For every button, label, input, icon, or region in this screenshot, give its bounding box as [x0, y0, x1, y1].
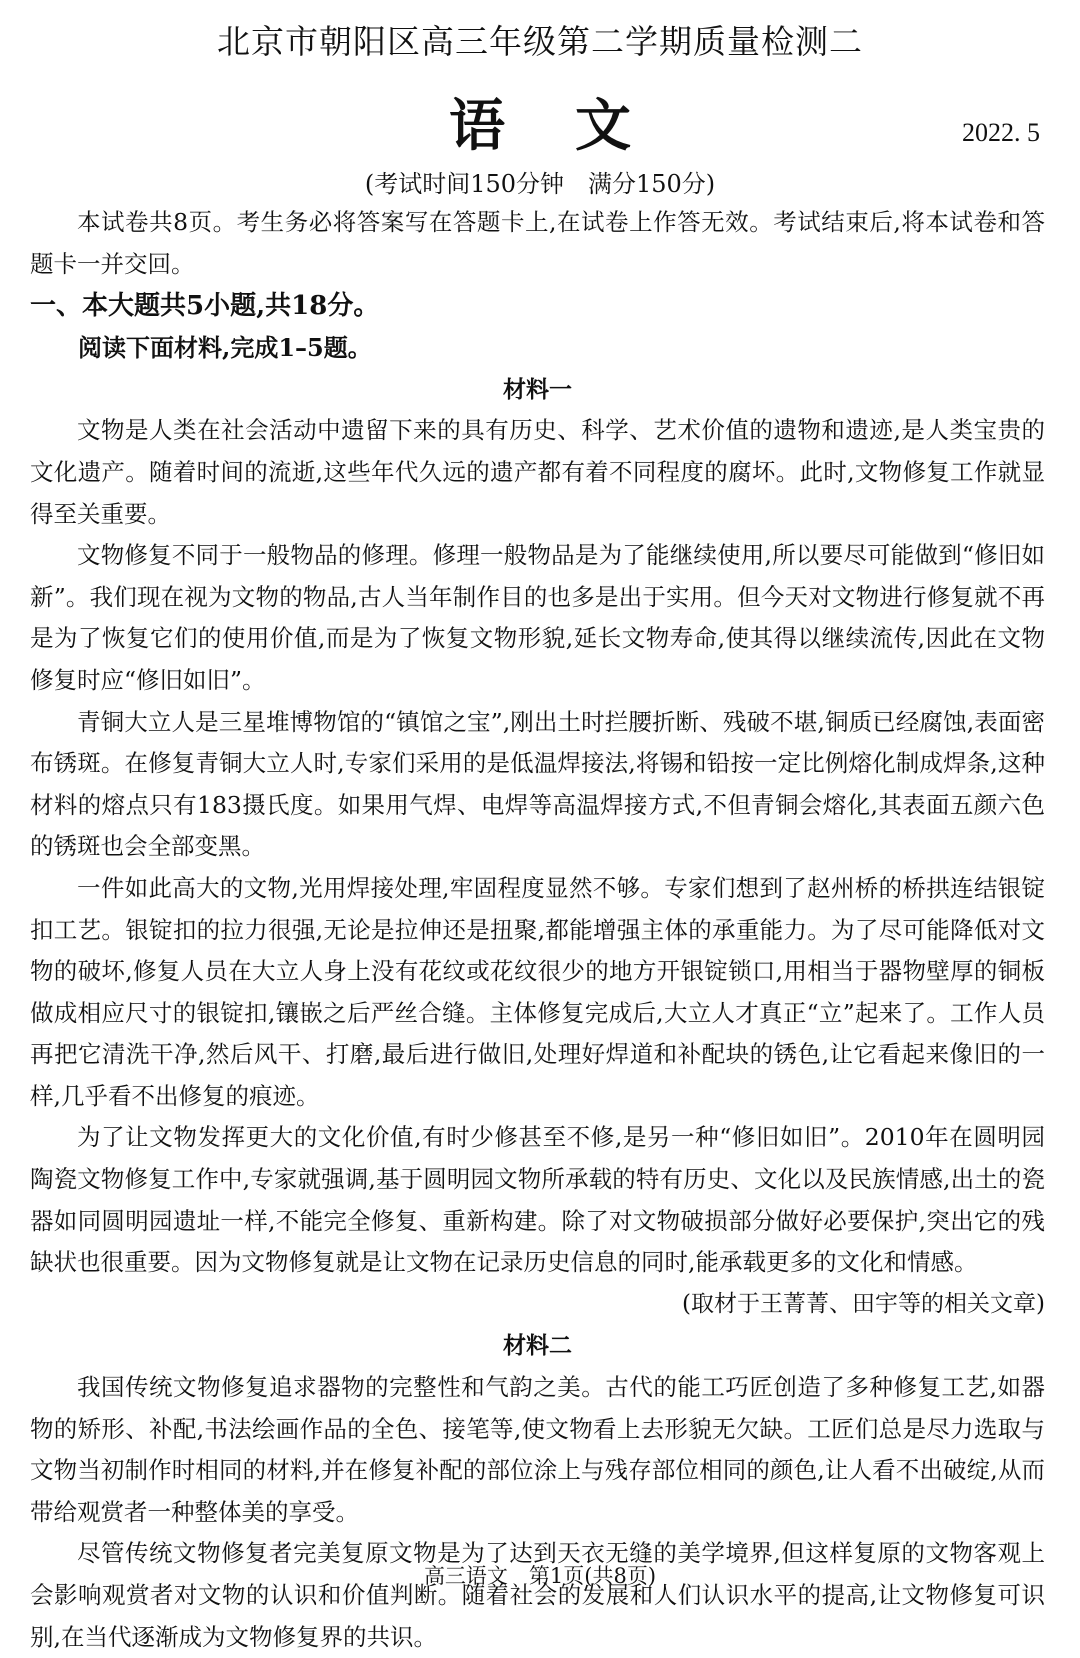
material-1-source: (取材于王菁菁、田宇等的相关文章)	[682, 1290, 1045, 1317]
page-footer: 高三语文 第1页(共8页)	[423, 1564, 657, 1588]
notice-paragraph: 本试卷共8页。考生务必将答案写在答题卡上,在试卷上作答无效。考试结束后,将本试卷和答题卡一并交回。	[30, 208, 1045, 278]
exam-title: 北京市朝阳区高三年级第二学期质量检测二	[217, 22, 863, 61]
material-2-paragraph: 我国传统文物修复追求器物的完整性和气韵之美。古代的能工巧匠创造了多种修复工艺,如器物的矫形、补配,书法绘画作品的全色、接笔等,使文物看上去形貌无欠缺。工匠们总是尽力选取与文物当初制作时相同的材料,并在修复补配的部位涂上与残存部位相同的颜色,让人看不出破绽,从而带给观赏者一种整体美的享受。	[30, 1373, 1045, 1526]
material-1-paragraph: 文物是人类在社会活动中遗留下来的具有历史、科学、艺术价值的遗物和遗迹,是人类宝贵的文化遗产。随着时间的流逝,这些年代久远的遗产都有着不同程度的腐坏。此时,文物修复工作就显得至关重要。	[30, 416, 1045, 528]
material-1-paragraph: 为了让文物发挥更大的文化价值,有时少修甚至不修,是另一种“修旧如旧”。2010年在圆明园陶瓷文物修复工作中,专家就强调,基于圆明园文物所承载的特有历史、文化以及民族情感,出土的瓷器如同圆明园遗址一样,不能完全修复、重新构建。除了对文物破损部分做好必要保护,突出它的残缺状也很重要。因为文物修复就是让文物在记录历史信息的同时,能承载更多的文化和情感。	[30, 1123, 1045, 1277]
subject-title: 语文	[449, 93, 701, 159]
exam-content	[30, 202, 1045, 1658]
material-2-title: 材料二	[503, 1332, 572, 1360]
material-1-title: 材料一	[503, 375, 572, 403]
exam-date: 2022. 5	[962, 118, 1040, 147]
material-1-paragraph: 文物修复不同于一般物品的修理。修理一般物品是为了能继续使用,所以要尽可能做到“修旧如新”。我们现在视为文物的物品,古人当年制作目的也多是出于实用。但今天对文物进行修复就不再是为了恢复它们的使用价值,而是为了恢复文物形貌,延长文物寿命,使其得以继续流传,因此在文物修复时应“修旧如旧”。	[30, 541, 1045, 694]
material-1-paragraph: 一件如此高大的文物,光用焊接处理,牢固程度显然不够。专家们想到了赵州桥的桥拱连结银锭扣工艺。银锭扣的拉力很强,无论是拉伸还是扭聚,都能增强主体的承重能力。为了尽可能降低对文物的破坏,修复人员在大立人身上没有花纹或花纹很少的地方开银锭锁口,用相当于器物壁厚的铜板做成相应尺寸的银锭扣,镶嵌之后严丝合缝。主体修复完成后,大立人才真正“立”起来了。工作人员再把它清洗干净,然后风干、打磨,最后进行做旧,处理好焊道和补配块的锈色,让它看起来像旧的一样,几乎看不出修复的痕迹。	[30, 873, 1045, 1110]
material-2-paragraph: 尽管传统文物修复者完美复原文物是为了达到天衣无缝的美学境界,但这样复原的文物客观上会影响观赏者对文物的认识和价值判断。随着社会的发展和人们认识水平的提高,让文物修复可识别,在当代逐渐成为文物修复界的共识。	[30, 1539, 1045, 1651]
material-1-paragraph: 青铜大立人是三星堆博物馆的“镇馆之宝”,刚出土时拦腰折断、残破不堪,铜质已经腐蚀,表面密布锈斑。在修复青铜大立人时,专家们采用的是低温焊接法,将锡和铅按一定比例熔化制成焊条,这种材料的熔点只有183摄氏度。如果用气焊、电焊等高温焊接方式,不但青铜会熔化,其表面五颜六色的锈斑也会全部变黑。	[30, 707, 1045, 861]
exam-info: (考试时间150分钟 满分150分)	[364, 170, 716, 198]
section-heading: 一、本大题共5小题,共18分。	[30, 291, 380, 322]
section-instruction: 阅读下面材料,完成1–5题。	[78, 333, 372, 363]
